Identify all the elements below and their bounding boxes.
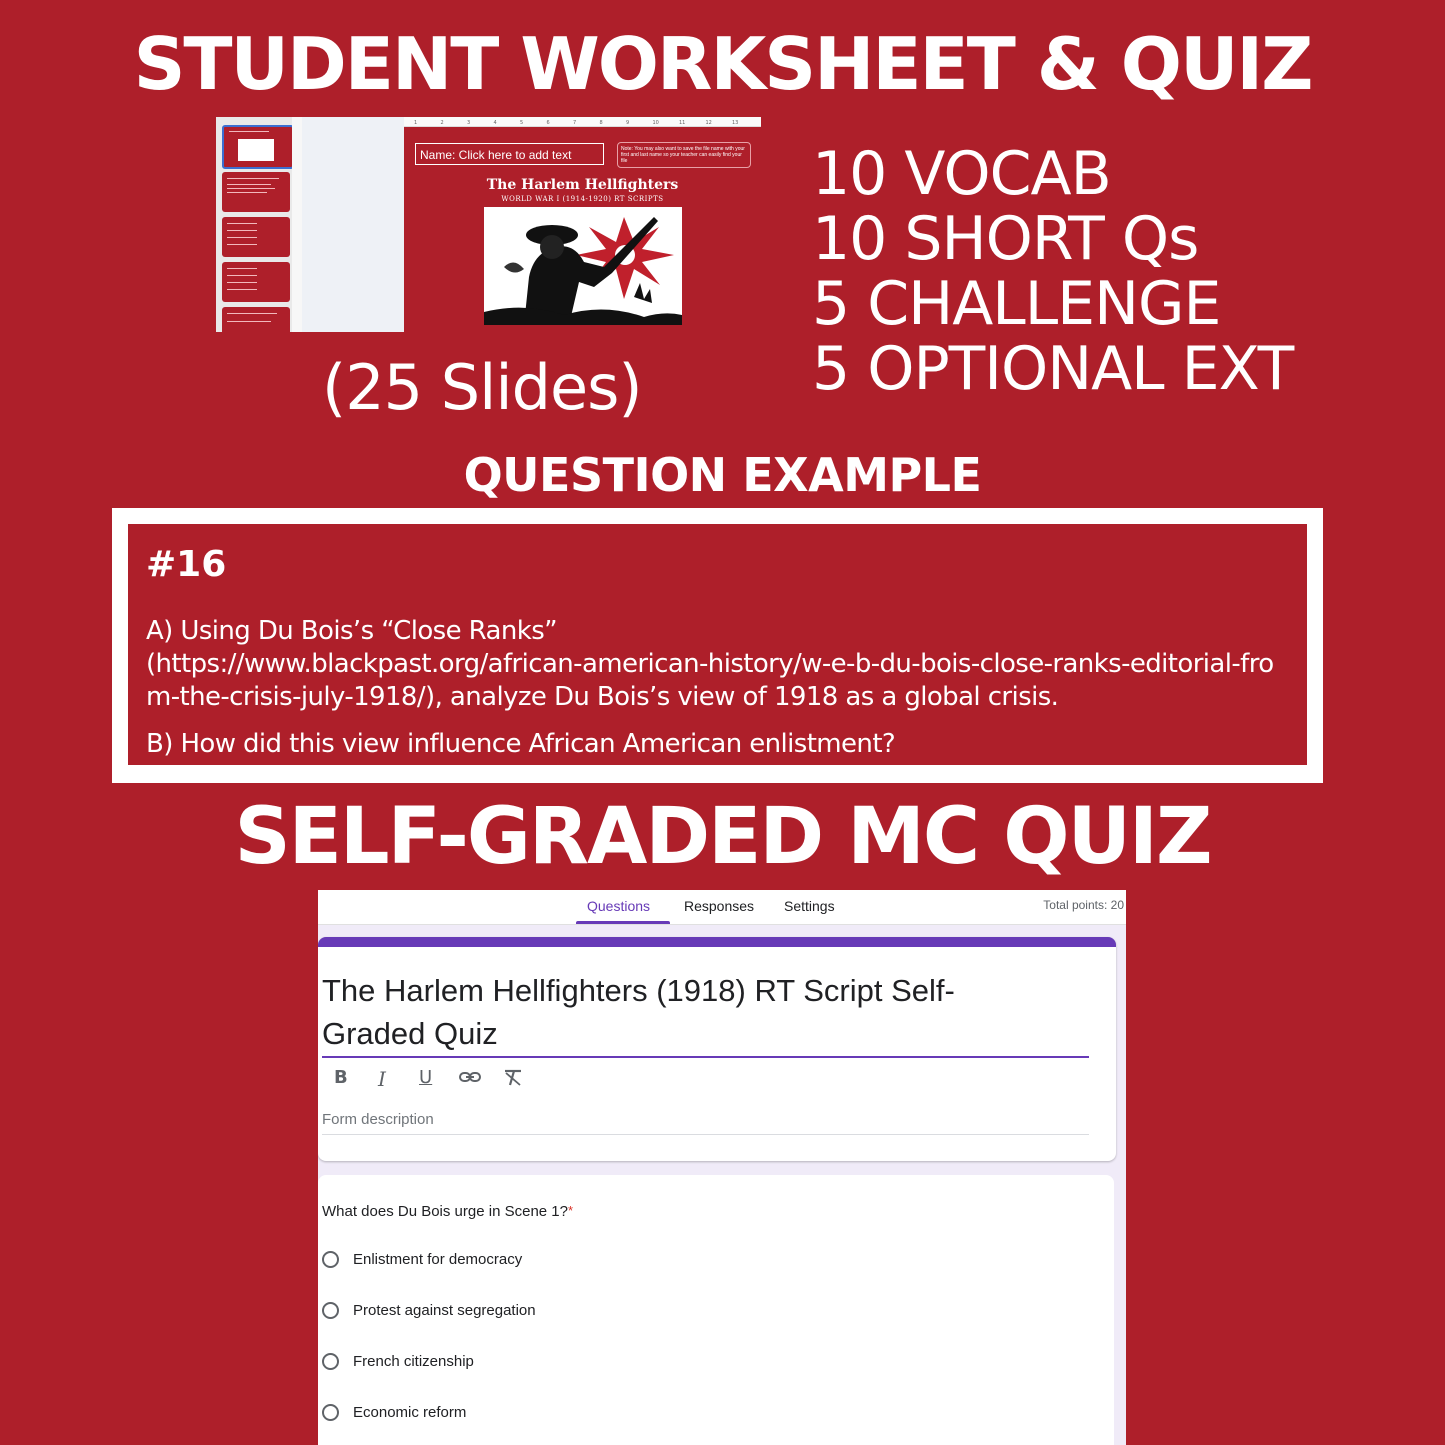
clear-formatting-icon[interactable] [502,1067,524,1093]
ruler-number: 4 [493,120,497,126]
slide-thumbnail[interactable] [222,217,290,257]
stat-challenge: 5 CHALLENGE [812,269,1221,339]
slides-preview [216,117,761,332]
canvas-area [302,117,404,332]
option-label: Protest against segregation [353,1302,536,1319]
soldier-illustration [484,207,682,325]
italic-icon[interactable]: I [378,1067,386,1091]
slide-thumbnail[interactable] [222,307,290,332]
ruler-number: 9 [626,120,630,126]
google-form-preview [318,890,1126,1445]
question-label: What does Du Bois urge in Scene 1? [322,1203,568,1220]
underline-icon[interactable]: U [419,1067,433,1088]
slide-subtitle: WORLD WAR I (1914-1920) RT SCRIPTS [501,195,664,203]
ruler-number: 1 [414,120,418,126]
ruler-number: 13 [732,120,739,126]
tab-questions[interactable]: Questions [587,898,651,914]
radio-button[interactable] [322,1251,339,1268]
bold-icon[interactable]: B [334,1067,348,1088]
radio-button[interactable] [322,1353,339,1370]
question-link-text: (https://www.blackpast.org/african-american-history/w-e-b-du-bois-close-ranks-editorial-fro [146,649,1274,679]
slide-thumbnail-panel [216,117,292,332]
option-label: French citizenship [353,1353,474,1370]
note-text-box: Note: You may also want to save the file name with your first and last name so your teacher can easily find your file [617,142,751,168]
required-asterisk: * [567,1203,574,1218]
radio-button[interactable] [322,1302,339,1319]
question-example-frame [112,508,1323,783]
description-underline [322,1134,1089,1135]
form-title[interactable]: The Harlem Hellfighters (1918) RT Script Self-Graded Quiz [322,973,955,1051]
form-description-field[interactable]: Form description [322,1111,434,1128]
name-text-box[interactable]: Name: Click here to add text [415,143,604,165]
form-title-card [318,937,1116,1161]
question-part-a-continued: m-the-crisis-july-1918/), analyze Du Bois’s view of 1918 as a global crisis. [146,682,1059,712]
horizontal-ruler [404,117,761,127]
ruler-number: 11 [679,120,686,126]
radio-button[interactable] [322,1404,339,1421]
question-part-a: A) Using Du Bois’s “Close Ranks” [146,616,558,646]
stat-short-questions: 10 SHORT Qs [812,204,1199,274]
option-label: Economic reform [353,1404,467,1421]
ruler-number: 10 [652,120,659,126]
question-example-content [128,524,1307,765]
title-underline [322,1056,1089,1058]
slide-thumbnail[interactable] [222,262,290,302]
ruler-number: 12 [705,120,712,126]
slides-count: (25 Slides) [322,351,642,424]
ruler-number: 2 [440,120,444,126]
ruler-number: 7 [573,120,577,126]
mc-quiz-heading: SELF-GRADED MC QUIZ [234,792,1211,882]
ruler-number: 3 [467,120,471,126]
stat-optional-extension: 5 OPTIONAL EXT [812,334,1294,404]
tab-responses[interactable]: Responses [684,898,755,914]
total-points: Total points: 20 [1043,898,1124,912]
ruler-number: 8 [599,120,603,126]
question-text [322,1203,573,1220]
slide-thumbnail[interactable] [222,125,294,169]
question-card [318,1175,1114,1445]
question-number: #16 [146,544,227,585]
question-example-heading: QUESTION EXAMPLE [463,448,982,502]
tab-settings[interactable]: Settings [784,898,835,914]
ruler-number: 6 [546,120,550,126]
question-part-b: B) How did this view influence African American enlistment? [146,729,896,759]
option-label: Enlistment for democracy [353,1251,523,1268]
form-tab-bar [318,890,1126,925]
stat-vocab: 10 VOCAB [812,139,1111,209]
top-heading: STUDENT WORKSHEET & QUIZ [133,22,1312,106]
active-tab-indicator [576,921,670,924]
link-icon[interactable] [458,1067,482,1093]
slide-title: The Harlem Hellfighters [486,177,679,193]
ruler-number: 5 [520,120,524,126]
slide-thumbnail[interactable] [222,172,290,212]
slide-canvas [404,127,761,332]
